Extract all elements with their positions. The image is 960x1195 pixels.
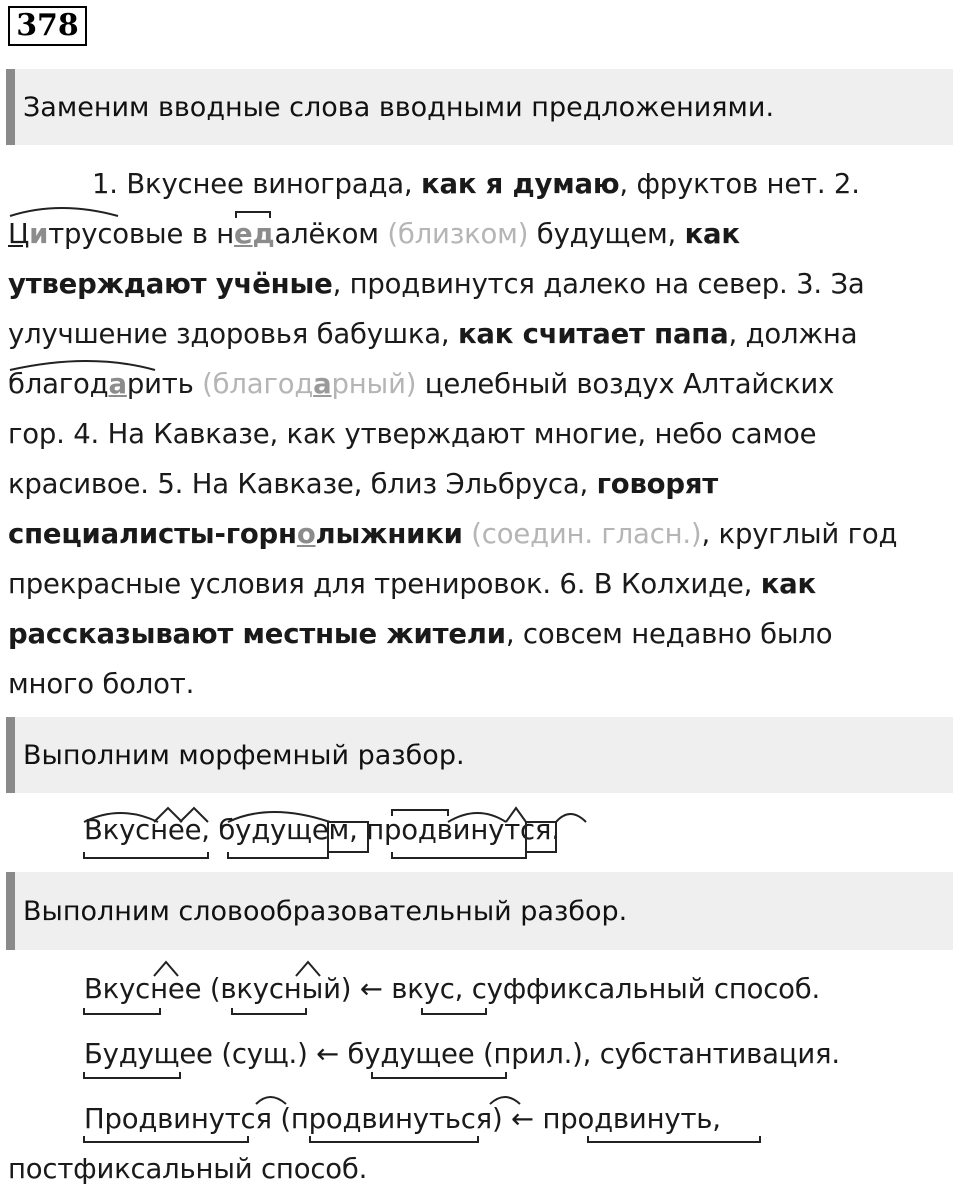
- text: ,: [712, 1103, 721, 1135]
- intro-sentence: как: [684, 218, 740, 250]
- analyzed-word: продвинуться: [290, 1103, 492, 1135]
- vowel-note: (соедин. гласн.): [462, 518, 702, 550]
- text: много болот.: [8, 668, 195, 700]
- text: , продвинутся далеко на север. 3. За: [332, 268, 865, 300]
- text: постфиксальный способ.: [8, 1153, 368, 1185]
- text-line-9: [8, 568, 816, 600]
- section-header-word-formation: [6, 872, 953, 950]
- intro-sentence: рассказывают местные жители: [8, 618, 506, 650]
- text-line-4: [8, 318, 857, 350]
- text-line-2: [8, 218, 740, 250]
- check-word: (благод: [202, 368, 314, 400]
- word-formation-line-3: [84, 1103, 721, 1135]
- stem-line: [84, 1008, 160, 1014]
- analyzed-word: вкус: [391, 973, 455, 1005]
- stem-line: [372, 1072, 506, 1078]
- text: Ц: [8, 218, 30, 250]
- postfix-mark: [556, 814, 586, 822]
- stem-line: [84, 852, 208, 858]
- text: целебный воздух Алтайских: [416, 368, 835, 400]
- text: благод: [8, 368, 109, 400]
- section-header-text: Выполним словообразовательный разбор.: [23, 895, 628, 927]
- stem-line: [232, 1008, 306, 1014]
- section-header-morpheme: [6, 717, 953, 793]
- text: улучшение здоровья бабушка,: [8, 318, 458, 350]
- word-formation-line-1: [84, 973, 820, 1005]
- intro-sentence: как я думаю: [421, 168, 620, 200]
- analyzed-word: Вкуснее: [84, 973, 202, 1005]
- text: , должна: [728, 318, 858, 350]
- text: , круглый год: [701, 518, 898, 550]
- text-line-5: [8, 368, 834, 400]
- intro-sentence: как: [760, 568, 817, 600]
- stem-line: [84, 1136, 248, 1142]
- intro-sentence: как считает папа: [457, 318, 729, 350]
- text: , суффиксальный способ.: [454, 973, 821, 1005]
- text: 1. Вкуснее винограда,: [92, 168, 421, 200]
- text-line-8: [8, 518, 897, 550]
- text: (: [201, 973, 221, 1005]
- text-line-1: [92, 168, 860, 200]
- analyzed-word: Продвинутся: [84, 1103, 272, 1135]
- section-header-intro-sentences: [6, 69, 953, 145]
- analyzed-word: продвинуть: [542, 1103, 713, 1135]
- analyzed-word: вкусный: [220, 973, 341, 1005]
- text-line-3: [8, 268, 865, 300]
- check-word: рный): [331, 368, 417, 400]
- stem-line: [310, 1136, 478, 1142]
- connecting-vowel: о: [296, 518, 316, 550]
- root-arc: [10, 208, 118, 216]
- text: ,: [349, 814, 367, 846]
- text: рить: [126, 368, 203, 400]
- text-line-11: [8, 668, 194, 700]
- checked-vowel: а: [108, 368, 127, 400]
- text: будущем,: [528, 218, 685, 250]
- text: прекрасные условия для тренировок. 6. В Колхиде,: [8, 568, 761, 600]
- stem-line: [228, 852, 328, 858]
- analyzed-word: будущее: [347, 1038, 475, 1070]
- analyzed-word: будущем: [218, 814, 350, 846]
- text: алёком: [274, 218, 388, 250]
- stem-line: [84, 1072, 180, 1078]
- intro-sentence: говорят: [596, 468, 719, 500]
- analyzed-word: продвинутся: [366, 814, 552, 846]
- text: , совсем недавно было: [505, 618, 833, 650]
- text: ) ←: [491, 1103, 543, 1135]
- word-formation-line-4: [8, 1153, 367, 1185]
- text: (: [271, 1103, 291, 1135]
- intro-sentence: специалисты-горн: [8, 518, 297, 550]
- text: гор. 4. На Кавказе, как утверждают многие, небо самое: [8, 418, 817, 450]
- check-vowel: а: [313, 368, 332, 400]
- stem-line: [588, 1136, 760, 1142]
- analyzed-word: Будущее: [84, 1038, 213, 1070]
- check-word: (близком): [387, 218, 529, 250]
- exercise-number: 378: [8, 6, 87, 46]
- checked-vowel: е: [234, 218, 253, 250]
- checked-letter: д: [252, 218, 275, 250]
- morpheme-line: [84, 814, 560, 846]
- text: красивое. 5. На Кавказе, близ Эльбруса,: [8, 468, 597, 500]
- section-header-text: Заменим вводные слова вводными предложениями.: [23, 91, 775, 123]
- text: .: [551, 814, 560, 846]
- analyzed-word: Вкуснее: [84, 814, 202, 846]
- intro-sentence: лыжники: [315, 518, 463, 550]
- stem-line: [422, 1008, 486, 1014]
- text: , фруктов нет. 2.: [619, 168, 860, 200]
- text: (сущ.) ←: [212, 1038, 348, 1070]
- intro-sentence: утверждают учёные: [8, 268, 333, 300]
- text: ) ←: [340, 973, 392, 1005]
- stem-line: [392, 852, 526, 858]
- text: ,: [201, 814, 219, 846]
- word-formation-line-2: [84, 1038, 840, 1070]
- text-line-7: [8, 468, 718, 500]
- section-header-text: Выполним морфемный разбор.: [23, 739, 465, 771]
- checked-vowel: и: [29, 218, 49, 250]
- text-line-10: [8, 618, 832, 650]
- text-line-6: [8, 418, 816, 450]
- text: трусовые в н: [48, 218, 235, 250]
- text: (прил.), субстантивация.: [474, 1038, 840, 1070]
